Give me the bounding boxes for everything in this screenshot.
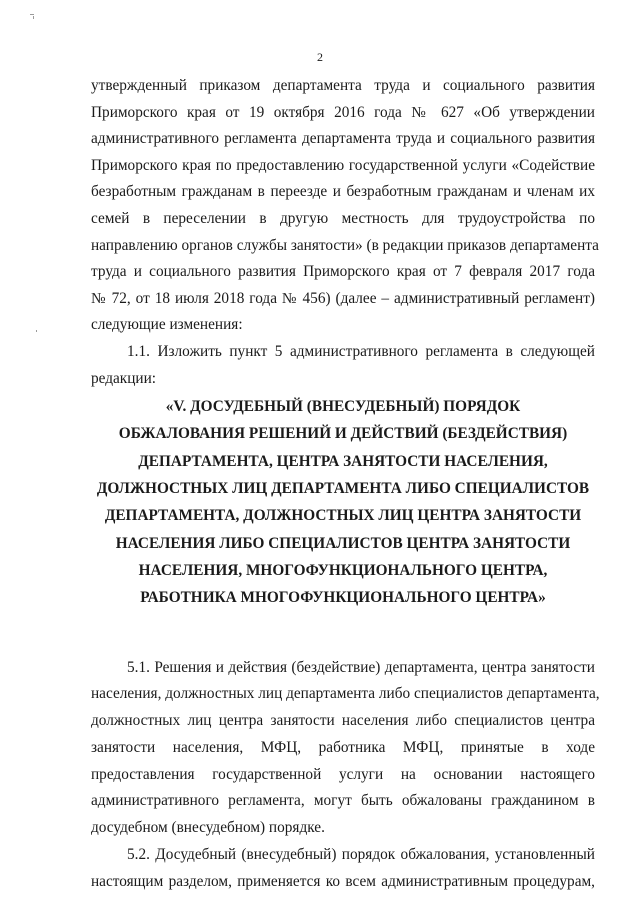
text-line: населения, должностных лиц департамента либо специалистов департамента, [91,685,600,703]
text-line: 5.1. Решения и действия (бездействие) департамента, центра занятости [127,658,595,676]
intro-paragraph [91,73,599,339]
heading-line: ДЕПАРТАМЕНТА, ДОЛЖНОСТНЫХ ЛИЦ ЦЕНТРА ЗАНЯТОСТИ [104,507,582,525]
spacer [91,612,595,655]
text-line: семей в переселении в другую местность для трудоустройства по [91,209,595,227]
text-line: безработным гражданам в переезде и безработным гражданам и членам их [91,183,595,201]
text-line: 1.1. Изложить пункт 5 административного регламента в следующей [127,342,595,360]
scan-mark [33,16,34,19]
heading-line: «V. ДОСУДЕБНЫЙ (ВНЕСУДЕБНЫЙ) ПОРЯДОК [165,398,521,416]
text-line: должностных лиц центра занятости населения либо специалистов центра [91,712,595,730]
text-line: Приморского края по предоставлению государственной услуги «Содействие [91,156,595,174]
text-line: предоставления государственной услуги на основании настоящего [91,765,595,783]
text-line: следующие изменения: [91,316,243,334]
text-line: направлению органов службы занятости» (в редакции приказов департамента [91,236,599,254]
text-line: редакции: [91,369,157,387]
heading-line: РАБОТНИКА МНОГОФУНКЦИОНАЛЬНОГО ЦЕНТРА» [140,589,546,607]
item-5-1-paragraph [91,655,600,843]
document-body [91,73,600,896]
text-line: 5.2. Досудебный (внесудебный) порядок обжалования, установленный [127,846,595,864]
heading-line: ДОЛЖНОСТНЫХ ЛИЦ ДЕПАРТАМЕНТА ЛИБО СПЕЦИАЛИСТОВ [96,480,590,498]
text-line: занятости населения, МФЦ, работника МФЦ, принятые в ходе [91,738,595,756]
page-number: 2 [317,50,323,64]
text-line: Приморского края от 19 октября 2016 года № 627 «Об утверждении [91,103,595,121]
scan-mark [30,14,34,15]
scan-mark [36,330,37,332]
text-line: административного регламента, могут быть обжалованы гражданином в [91,792,595,810]
text-line: № 72, от 18 июля 2018 года № 456) (далее – административный регламент) [91,289,595,307]
text-line: досудебном (внесудебном) порядке. [91,819,325,837]
text-line: административного регламента департамента труда и социального развития [91,130,595,148]
heading-line: НАСЕЛЕНИЯ ЛИБО СПЕЦИАЛИСТОВ ЦЕНТРА ЗАНЯТОСТИ [115,534,571,552]
heading-line: НАСЕЛЕНИЯ, МНОГОФУНКЦИОНАЛЬНОГО ЦЕНТРА, [138,561,548,579]
text-line: утвержденный приказом департамента труда и социального развития [91,77,595,94]
text-line: настоящим разделом, применяется ко всем административным процедурам, [91,872,595,890]
text-line: труда и социального развития Приморского края от 7 февраля 2017 года [91,263,595,281]
section-heading [91,393,595,611]
item-1-1-paragraph [91,339,595,392]
item-5-2-paragraph [91,842,595,896]
heading-line: ОБЖАЛОВАНИЯ РЕШЕНИЙ И ДЕЙСТВИЙ (БЕЗДЕЙСТВИЯ) [118,425,568,443]
heading-line: ДЕПАРТАМЕНТА, ЦЕНТРА ЗАНЯТОСТИ НАСЕЛЕНИЯ, [138,452,548,470]
